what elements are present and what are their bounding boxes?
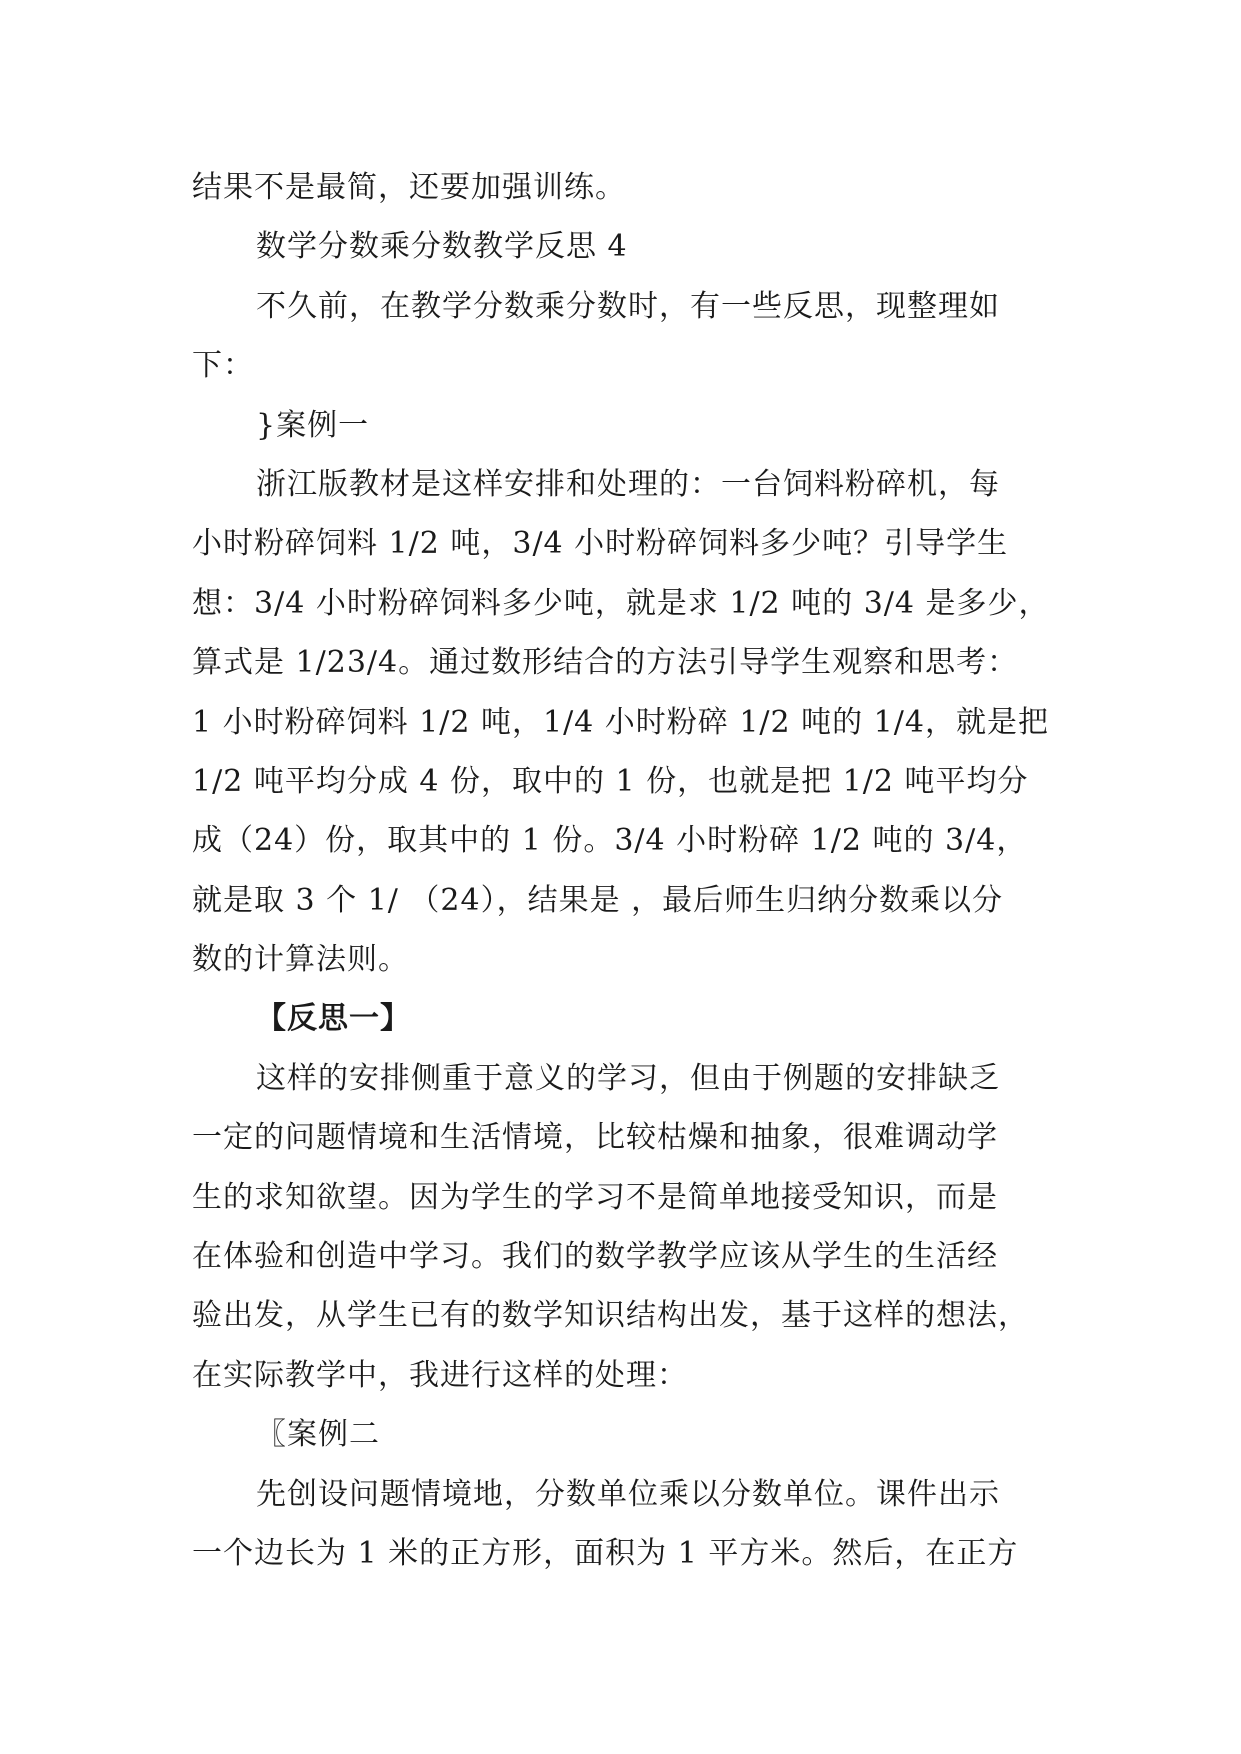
text-line: 下： [192, 348, 254, 384]
text-line: 一个边长为 1 米的正方形，面积为 1 平方米。然后，在正方 [192, 1535, 1019, 1571]
section-heading: 数学分数乘分数教学反思 4 [256, 229, 628, 265]
text-line: 想：3/4 小时粉碎饲料多少吨，就是求 1/2 吨的 3/4 是多少， [192, 585, 1050, 621]
text-line: 在实际教学中，我进行这样的处理： [192, 1357, 688, 1393]
case-heading: }案例一 [256, 407, 370, 443]
text-line: 1 小时粉碎饲料 1/2 吨，1/4 小时粉碎 1/2 吨的 1/4，就是把 [192, 704, 1049, 740]
text-line: 结果不是最简，还要加强训练。 [192, 170, 626, 205]
text-line: 1/2 吨平均分成 4 份，取中的 1 份，也就是把 1/2 吨平均分 [192, 763, 1029, 799]
text-line: 数的计算法则。 [192, 942, 409, 978]
text-line: 算式是 1/23/4。通过数形结合的方法引导学生观察和思考： [192, 645, 1019, 681]
text-line: 成（24）份，取其中的 1 份。3/4 小时粉碎 1/2 吨的 3/4， [192, 823, 1028, 859]
text-line: 小时粉碎饲料 1/2 吨，3/4 小时粉碎饲料多少吨？引导学生 [192, 526, 1009, 562]
text-line: 先创设问题情境地，分数单位乘以分数单位。课件出示 [256, 1476, 1000, 1512]
text-line: 就是取 3 个 1/ （24），结果是 ，最后师生归纳分数乘以分 [192, 882, 1004, 918]
reflection-heading: 【反思一】 [256, 1001, 411, 1037]
text-line: 在体验和创造中学习。我们的数学教学应该从学生的生活经 [192, 1239, 998, 1275]
text-line: 验出发，从学生已有的数学知识结构出发，基于这样的想法， [192, 1298, 1029, 1334]
text-line: 生的求知欲望。因为学生的学习不是简单地接受知识，而是 [192, 1179, 998, 1215]
text-line: 一定的问题情境和生活情境，比较枯燥和抽象，很难调动学 [192, 1120, 998, 1156]
document-body [192, 158, 1054, 1583]
text-line: 这样的安排侧重于意义的学习，但由于例题的安排缺乏 [256, 1060, 1000, 1096]
text-line: 不久前，在教学分数乘分数时，有一些反思，现整理如 [256, 288, 1000, 324]
case-heading: 〖案例二 [256, 1417, 380, 1453]
text-line: 浙江版教材是这样安排和处理的：一台饲料粉碎机，每 [256, 466, 1000, 502]
